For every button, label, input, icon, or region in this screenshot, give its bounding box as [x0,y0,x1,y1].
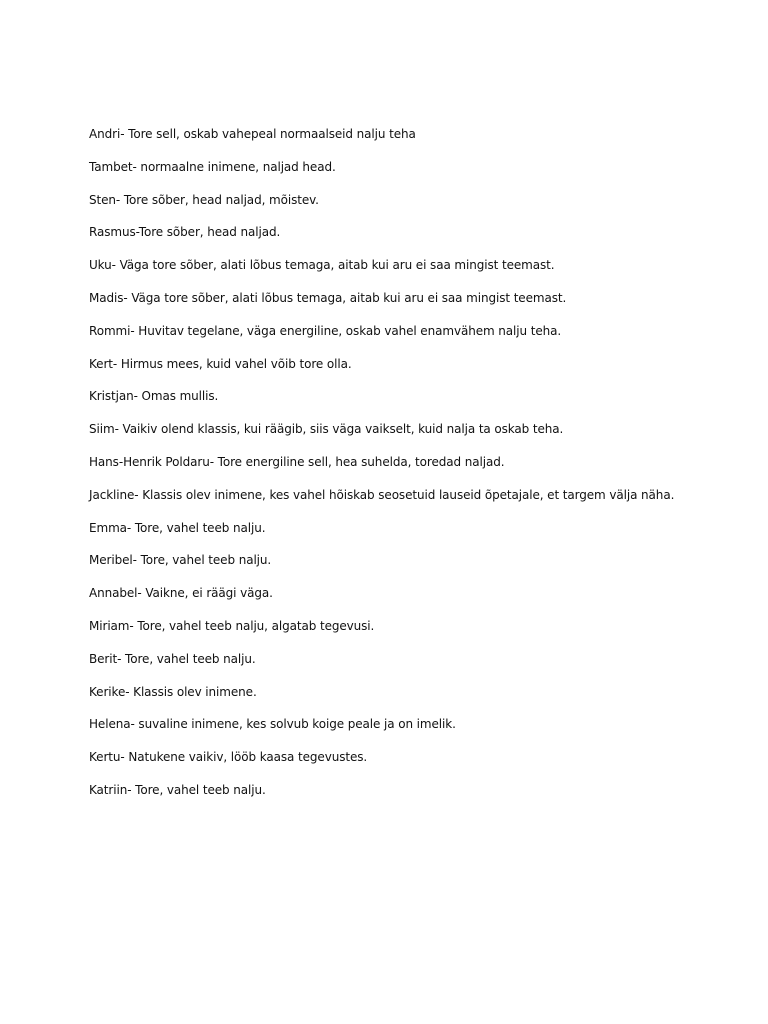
text-line: Emma- Tore, vahel teeb nalju. [89,520,266,535]
document-text-list [89,124,749,813]
text-line: Rasmus-Tore sõber, head naljad. [89,225,281,240]
text-line: Hans-Henrik Poldaru- Tore energiline sell, hea suhelda, toredad naljad. [89,454,505,469]
text-line: Meribel- Tore, vahel teeb nalju. [89,553,272,568]
text-line: Annabel- Vaikne, ei räägi väga. [89,586,273,601]
text-line: Sten- Tore sõber, head naljad, mõistev. [89,192,319,207]
text-line: Siim- Vaikiv olend klassis, kui räägib, siis väga vaikselt, kuid nalja ta oskab teha. [89,422,564,437]
text-line: Helena- suvaline inimene, kes solvub koige peale ja on imelik. [89,717,456,732]
text-line: Kerike- Klassis olev inimene. [89,684,257,699]
text-line: Jackline- Klassis olev inimene, kes vahel hõiskab seosetuid lauseid õpetajale, et targem välja näha. [89,487,675,502]
text-line: Katriin- Tore, vahel teeb nalju. [89,782,266,797]
text-line: Rommi- Huvitav tegelane, väga energiline, oskab vahel enamvähem nalju teha. [89,323,562,338]
text-line: Tambet- normaalne inimene, naljad head. [89,159,336,174]
text-line: Miriam- Tore, vahel teeb nalju, algatab tegevusi. [89,618,375,633]
text-line: Andri- Tore sell, oskab vahepeal normaalseid nalju teha [89,127,416,141]
text-line: Uku- Väga tore sõber, alati lõbus temaga, aitab kui aru ei saa mingist teemast. [89,258,555,273]
text-line: Kristjan- Omas mullis. [89,389,219,404]
text-line: Madis- Väga tore sõber, alati lõbus temaga, aitab kui aru ei saa mingist teemast. [89,290,567,305]
text-line: Kertu- Natukene vaikiv, lööb kaasa tegevustes. [89,750,368,765]
text-line: Kert- Hirmus mees, kuid vahel võib tore olla. [89,356,352,371]
text-line: Berit- Tore, vahel teeb nalju. [89,651,256,666]
